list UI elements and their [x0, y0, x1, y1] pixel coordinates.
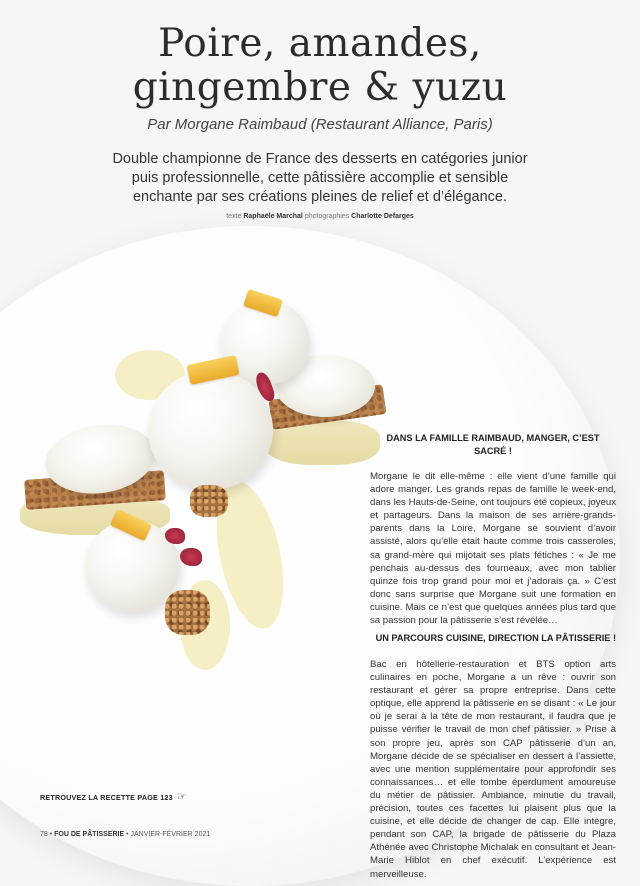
intro-text: Double championne de France des desserts en catégories junior puis professionnelle, cette pâtissière accomplie et sensible enchante par ses créations pleines de relief et d’élégance.	[112, 151, 528, 205]
page-number: 78	[40, 831, 48, 838]
caramel-nut-1	[190, 485, 228, 517]
paragraph-career: Bac en hôtellerie-restauration et BTS option arts culinaires en poche, Morgane a un rêve : ouvrir son restaurant et gérer sa propre entreprise. Dans cette optique, elle apprend la pâtisserie en se disant : « Le jour où je serai à la tête de mon restaurant, il faudra que je puisse vérifier le travail de mon chef pâtissier. » Prise à son propre jeu, après son CAP pâtisserie d’un an, Morgane décide de se spécialiser en dessert à l’assiette, avec une mention supplémentaire pour approfondir ses connaissances… et elle tombe éperdument amoureuse du métier de pâtissier. Ambiance, minutie du travail, précision, toutes ces facettes lui plaisent plus que la cuisine, et elle décide de changer de cap. Elle intègre, pendant son CAP, la brigade de pâtisserie du Plaza Athénée avec Christophe Michalak en consultant et Jean-Marie Hiblot en chef exécutif. L’expérience est merveilleuse.	[370, 659, 616, 880]
title-line-2: gingembre & yuzu	[132, 65, 508, 110]
flower-petal-3	[180, 548, 202, 566]
recipe-reference: RETROUVEZ LA RECETTE PAGE 123 ☞	[40, 791, 187, 803]
credits	[0, 213, 640, 220]
article-title	[0, 22, 640, 110]
subhead-career: UN PARCOURS CUISINE, DIRECTION LA PÂTISSERIE !	[375, 633, 616, 643]
flower-petal-2	[165, 528, 185, 544]
pointing-hand-icon: ☞	[176, 791, 187, 803]
caramel-nut-2	[165, 590, 210, 635]
sphere-center	[148, 370, 273, 490]
byline: Par Morgane Raimbaud (Restaurant Alliance, Paris)	[147, 116, 493, 133]
subhead-family: DANS LA FAMILLE RAIMBAUD, MANGER, C’EST SACRÉ !	[386, 433, 600, 456]
page-folio: 78 • FOU DE PÂTISSERIE • JANVIER-FÉVRIER 2021	[40, 831, 211, 838]
dessert-photo	[0, 280, 400, 680]
credit-photo-label: photographies	[304, 213, 350, 220]
credit-text-name: Raphaële Marchal	[243, 213, 303, 220]
issue-date: JANVIER-FÉVRIER 2021	[130, 831, 211, 838]
title-line-1: Poire, amandes,	[158, 21, 482, 66]
credit-photo-name: Charlotte Defarges	[351, 213, 414, 220]
paragraph-family: Morgane le dit elle-même : elle vient d’une famille qui adore manger. Les grands repas de famille le week-end, dans les Hauts-de-Seine, ont toujours été copieux, joyeux et partageurs. Dans la maison de ses arrière-grands-parents dans la Loire, Morgane se souvient d’avoir assisté, alors qu’elle était haute comme trois casseroles, sa grand-mère qui mijotait ses plats fétiches : « Je me penchais au-dessus des fourneaux, avec mon tablier quinze fois trop grand pour moi et j’adorais ça. » C’est donc sans surprise que Morgane suit une formation en cuisine. Mais ce n’est que quelques années plus tard que sa passion pour la pâtisserie s’est révélée…	[370, 471, 616, 627]
credit-text-label: texte	[226, 213, 242, 220]
magazine-name: FOU DE PÂTISSERIE	[54, 831, 125, 838]
